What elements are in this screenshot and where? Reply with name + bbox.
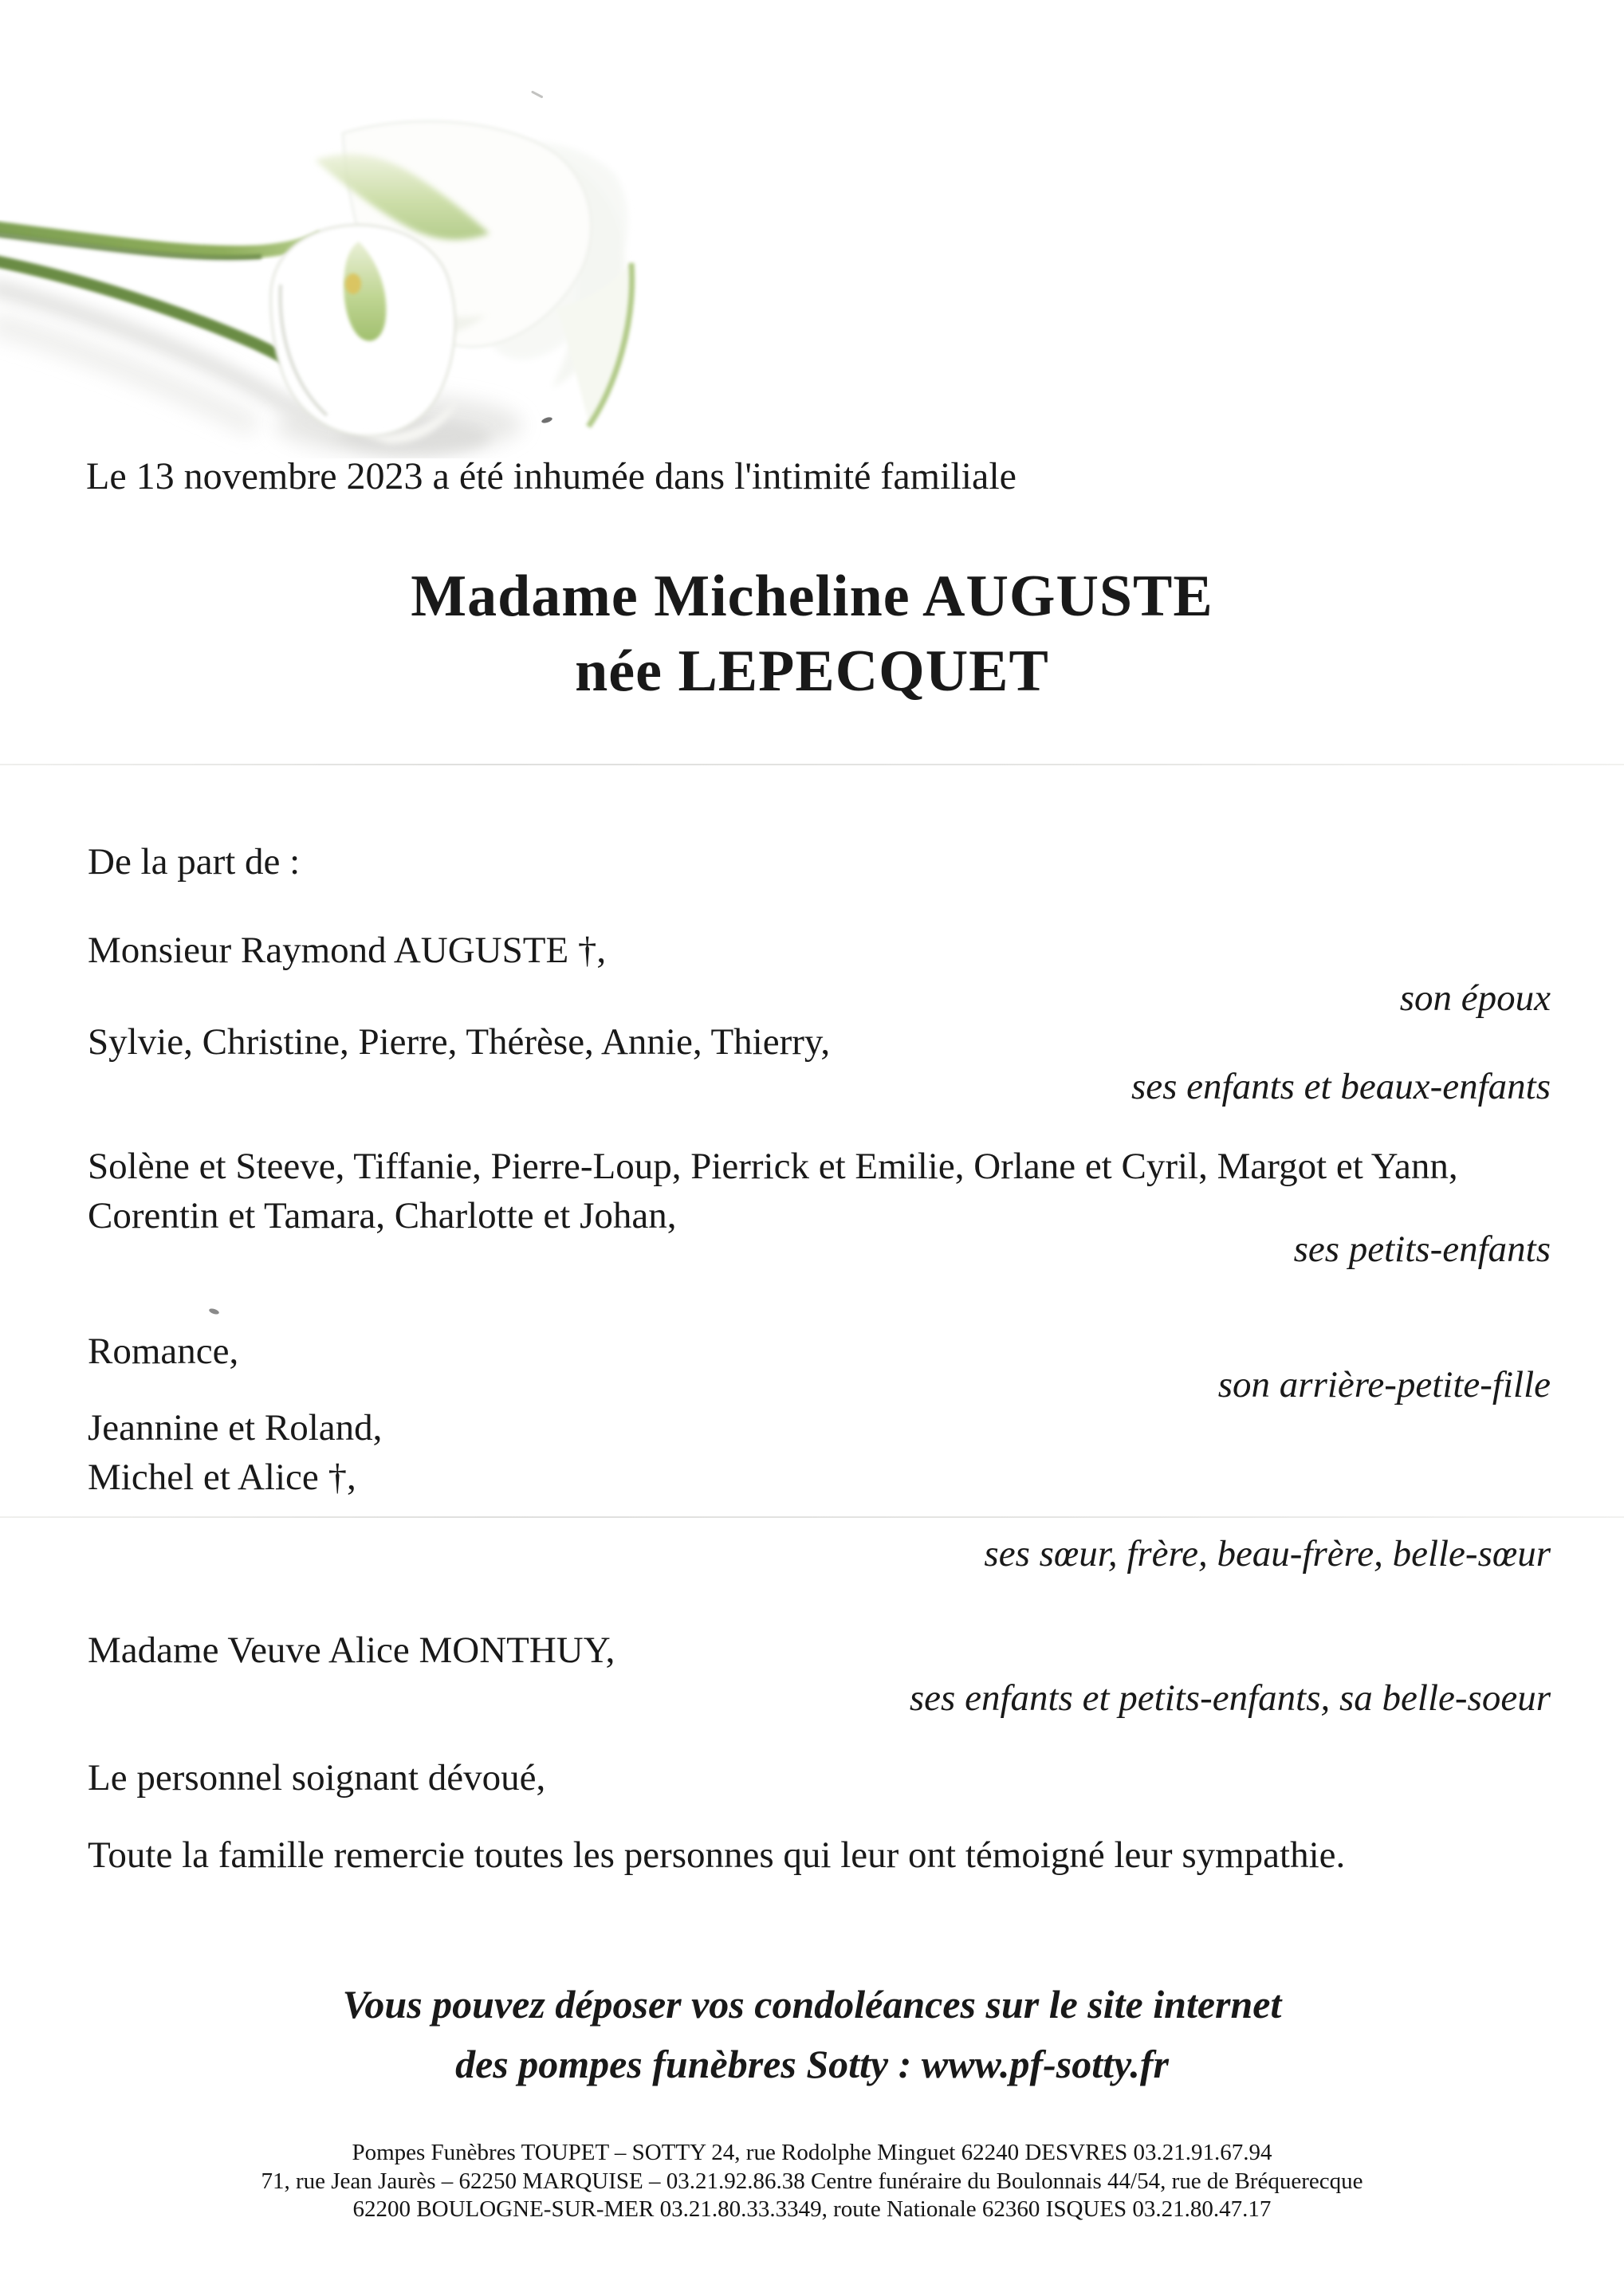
- mourner-line-children: Sylvie, Christine, Pierre, Thérèse, Annie, Thierry,: [88, 1021, 831, 1063]
- faint-scan-divider-middle: [0, 1516, 1624, 1518]
- funeral-home-footer-line1: Pompes Funèbres TOUPET – SOTTY 24, rue Rodolphe Minguet 62240 DESVRES 03.21.91.67.94: [352, 2140, 1272, 2165]
- mourner-line-sister-in-law: Madame Veuve Alice MONTHUY,: [88, 1630, 615, 1671]
- funeral-home-footer-line3: 62200 BOULOGNE-SUR-MER 03.21.80.33.3349, route Nationale 62360 ISQUES 03.21.80.47.17: [352, 2196, 1272, 2222]
- from-label: De la part de :: [88, 841, 301, 883]
- burial-intro-line: Le 13 novembre 2023 a été inhumée dans l'intimité familiale: [86, 455, 1016, 497]
- calla-lily-illustration: [0, 84, 646, 458]
- scan-speck: [208, 1307, 219, 1315]
- mourner-line-grandchildren-2: Corentin et Tamara, Charlotte et Johan,: [88, 1195, 677, 1236]
- thanks-line: Toute la famille remercie toutes les personnes qui leur ont témoigné leur sympathie.: [88, 1834, 1346, 1876]
- relation-children: ses enfants et beaux-enfants: [1131, 1066, 1551, 1107]
- mourner-line-siblings-2: Michel et Alice †,: [88, 1457, 356, 1498]
- relation-sister-in-law: ses enfants et petits-enfants, sa belle-soeur: [909, 1677, 1551, 1719]
- mourner-line-care-staff: Le personnel soignant dévoué,: [88, 1757, 546, 1799]
- relation-siblings: ses sœur, frère, beau-frère, belle-sœur: [984, 1533, 1551, 1575]
- condolences-message-line1: Vous pouvez déposer vos condoléances sur le site internet: [342, 1982, 1282, 2027]
- relation-grandchildren: ses petits-enfants: [1293, 1229, 1551, 1270]
- faint-scan-divider-top: [0, 764, 1624, 765]
- mourner-line-siblings-1: Jeannine et Roland,: [88, 1407, 383, 1449]
- mourner-line-great-granddaughter: Romance,: [88, 1331, 239, 1372]
- mourner-line-grandchildren-1: Solène et Steeve, Tiffanie, Pierre-Loup, Pierrick et Emilie, Orlane et Cyril, Margot et Yann,: [88, 1146, 1458, 1187]
- mourner-line-husband: Monsieur Raymond AUGUSTE †,: [88, 930, 607, 971]
- funeral-home-footer-line2: 71, rue Jean Jaurès – 62250 MARQUISE – 03.21.92.86.38 Centre funéraire du Boulonnais 44/54, rue de Bréquerecque: [261, 2168, 1363, 2194]
- condolences-message-line2-website: des pompes funèbres Sotty : www.pf-sotty.fr: [455, 2042, 1169, 2086]
- calla-lily-photo: [0, 84, 646, 458]
- deceased-name-line1: Madame Micheline AUGUSTE: [411, 564, 1213, 629]
- deceased-name-line2: née LEPECQUET: [575, 639, 1049, 704]
- relation-great-granddaughter: son arrière-petite-fille: [1217, 1364, 1551, 1406]
- relation-spouse: son époux: [1399, 977, 1551, 1019]
